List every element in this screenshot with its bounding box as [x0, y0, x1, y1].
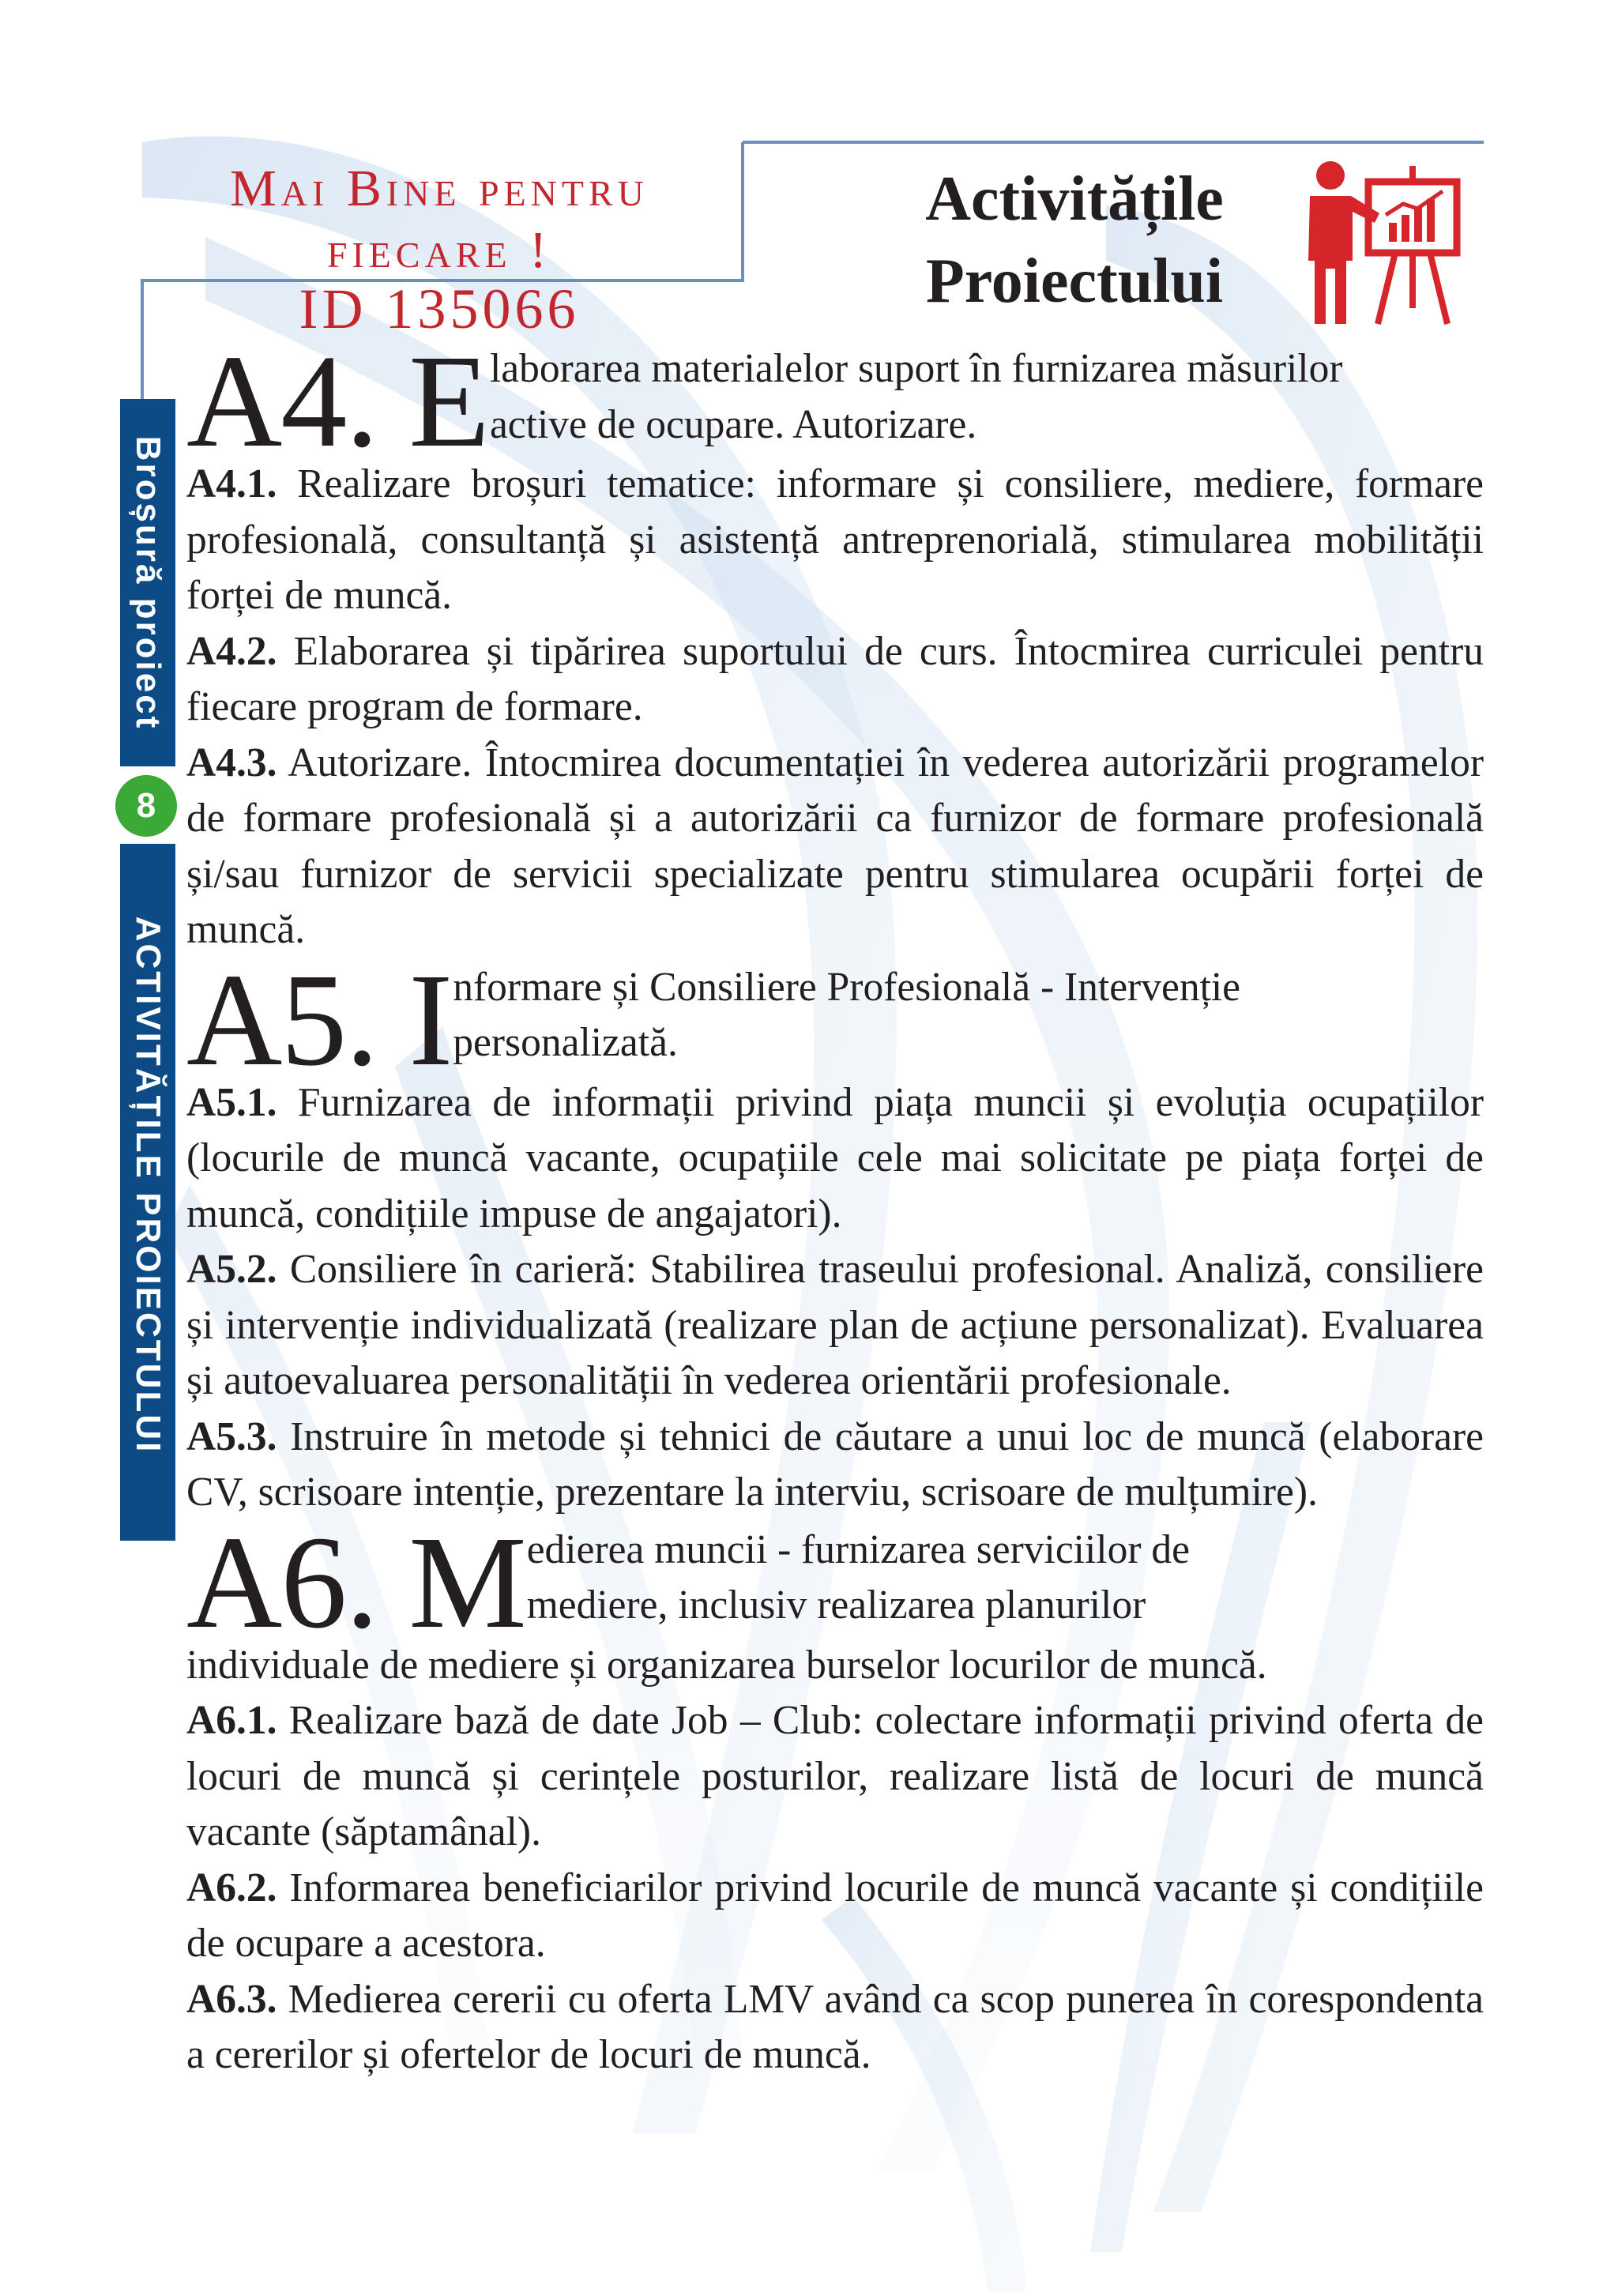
item-a6-2-label: A6.2.	[186, 1865, 277, 1910]
item-a6-1-text: Realizare bază de date Job – Club: colectare informații privind oferta de locuri de muncă și cerințele posturilor, realizare listă de locuri de muncă vacante (săptamânal).	[186, 1698, 1484, 1854]
item-a5-1	[186, 1075, 1484, 1243]
section-a6-heading	[186, 1508, 1484, 1656]
item-a5-2-label: A5.2.	[186, 1247, 277, 1292]
item-a6-3-text: Medierea cererii cu oferta LMV având ca scop punerea în corespondenta a cererilor și ofertelor de locuri de muncă.	[186, 1976, 1484, 2077]
project-title-line2: fiecare !	[326, 221, 552, 279]
item-a6-1	[186, 1693, 1484, 1861]
main-content	[186, 328, 1484, 2083]
item-a5-2	[186, 1242, 1484, 1410]
item-a4-2-text: Elaborarea și tipărirea suportului de curs. Întocmirea curriculei pentru fiecare program de formare.	[186, 628, 1484, 729]
section-a5-lead	[453, 960, 1484, 1071]
item-a4-1-text: Realizare broșuri tematice: informare și consiliere, mediere, formare profesională, consultanță și asistență antreprenorială, stimularea mobilității forței de muncă.	[186, 461, 1484, 618]
item-a6-3	[186, 1972, 1484, 2083]
section-a5-lead-line2: personalizată.	[453, 1020, 678, 1065]
item-a5-3-label: A5.3.	[186, 1413, 277, 1459]
sidebar-label-activities: ACTIVITĂȚILE PROIECTULUI	[129, 916, 167, 1455]
item-a6-3-label: A6.3.	[186, 1976, 277, 2022]
section-a6-lead-line1: edierea muncii - furnizarea serviciilor de	[526, 1526, 1190, 1572]
page-number-badge: 8	[112, 772, 180, 840]
item-a4-2	[186, 624, 1484, 736]
section-a4-lead-line2: active de ocupare. Autorizare.	[489, 401, 977, 447]
section-a6-code: A6. M	[186, 1508, 525, 1656]
item-a5-1-text: Furnizarea de informații privind piața muncii și evoluția ocupațiilor (locurile de muncă vacante, ocupațiile cele mai solicitate pe piața forței de muncă, condițiile impuse de angajatori).	[186, 1079, 1484, 1236]
section-a5-code: A5. I	[186, 946, 452, 1093]
item-a4-1	[186, 457, 1484, 624]
project-id: ID 135066	[299, 277, 580, 341]
section-a4-code: A4. E	[186, 328, 488, 475]
item-a4-1-label: A4.1.	[186, 461, 277, 506]
item-a6-2-text: Informarea beneficiarilor privind locurile de muncă vacante și condițiile de ocupare a acestora.	[186, 1865, 1484, 1966]
item-a6-2	[186, 1861, 1484, 1972]
section-title-line2: Proiectului	[925, 247, 1224, 316]
section-a5-lead-line1: nformare și Consiliere Profesională - Intervenție	[453, 964, 1241, 1010]
presenter-chart-icon	[1293, 158, 1474, 332]
item-a4-3-text: Autorizare. Întocmirea documentației în vederea autorizării programelor de formare profesională și a autorizării ca furnizor de formare profesională și/sau furnizor de servicii specializate pentru stimularea ocupării forței de muncă.	[186, 740, 1484, 952]
item-a5-2-text: Consiliere în carieră: Stabilirea traseului profesional. Analiză, consiliere și intervenție individualizată (realizare plan de acțiune personalizat). Evaluarea și autoevaluarea personalității în vederea orientării profesionale.	[186, 1247, 1484, 1403]
section-title-line1: Activitățile	[925, 164, 1224, 234]
section-a6-lead	[527, 1523, 1484, 1634]
section-a6-lead-line3: individuale de mediere și organizarea burselor locurilor de muncă.	[186, 1642, 1267, 1688]
item-a6-1-label: A6.1.	[186, 1698, 277, 1743]
sidebar-label-brochure: Broșură proiect	[129, 435, 167, 731]
item-a5-1-label: A5.1.	[186, 1079, 277, 1125]
section-a5-heading	[186, 946, 1484, 1093]
section-a4-lead	[490, 341, 1484, 453]
item-a5-3	[186, 1410, 1484, 1521]
item-a4-3	[186, 736, 1484, 958]
section-a4-heading	[186, 328, 1484, 475]
item-a4-3-label: A4.3.	[186, 740, 277, 785]
section-a6-lead-line2: mediere, inclusiv realizarea planurilor	[526, 1583, 1146, 1628]
item-a5-3-text: Instruire în metode și tehnici de căutare a unui loc de muncă (elaborare CV, scrisoare intenție, prezentare la interviu, scrisoare de mulțumire).	[186, 1413, 1484, 1515]
project-title	[139, 158, 739, 340]
section-a4-lead-line1: laborarea materialelor suport în furnizarea măsurilor	[489, 346, 1343, 391]
section-title	[853, 158, 1296, 322]
project-title-line1: Mai Bine pentru	[230, 160, 649, 217]
item-a4-2-label: A4.2.	[186, 628, 277, 674]
